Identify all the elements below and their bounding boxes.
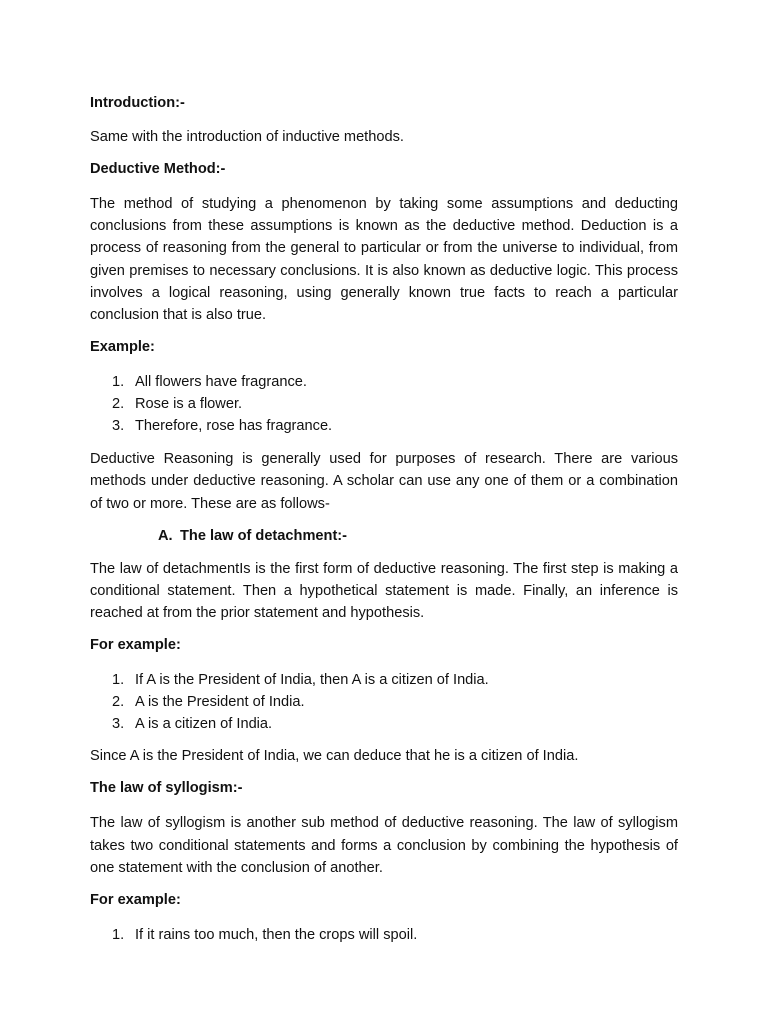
- list-item: [90, 371, 678, 393]
- deductive-heading: Deductive Method:-: [90, 161, 226, 177]
- intro-text: Same with the introduction of inductive methods.: [90, 129, 404, 145]
- list-number: 2.: [112, 694, 125, 711]
- syllogism-heading: The law of syllogism:-: [90, 780, 243, 797]
- for-example-heading: For example:: [90, 892, 181, 909]
- syllogism-list: [90, 924, 678, 946]
- list-item-text: If it rains too much, then the crops will spoil.: [135, 927, 418, 944]
- example-heading: Example:: [90, 339, 155, 356]
- document-body: [90, 93, 678, 957]
- detachment-heading-text: The law of detachment:-: [180, 527, 348, 544]
- list-item: [90, 924, 678, 946]
- list-number: 1.: [112, 672, 125, 689]
- reasoning-paragraph: Deductive Reasoning is generally used for purposes of research. There are various methods under deductive reasoning. A scholar can use any one of them or a combination of two or more. These are as follows-: [90, 451, 678, 512]
- detachment-paragraph: The law of detachmentIs is the first form of deductive reasoning. The first step is making a conditional statement. Then a hypothetical statement is made. Finally, an inference is reached at from the prior statement and hypothesis.: [90, 560, 678, 622]
- list-number: 1.: [112, 927, 125, 944]
- detachment-list: [90, 669, 678, 735]
- list-item-text: If A is the President of India, then A is a citizen of India.: [135, 672, 489, 689]
- list-item: [90, 713, 678, 735]
- intro-heading: Introduction:-: [90, 95, 185, 111]
- syllogism-paragraph: The law of syllogism is another sub method of deductive reasoning. The law of syllogism takes two conditional statements and forms a conclusion by combining the hypothesis of one statement with the conclusion of another.: [90, 815, 678, 876]
- list-item-text: All flowers have fragrance.: [135, 374, 307, 391]
- list-number: 3.: [112, 716, 125, 733]
- for-example-heading: For example:: [90, 637, 181, 654]
- list-item: [90, 669, 678, 691]
- list-number: 3.: [112, 418, 125, 435]
- list-item-text: A is a citizen of India.: [135, 716, 273, 733]
- list-item: [90, 393, 678, 415]
- detachment-heading: [90, 526, 678, 546]
- list-item: [90, 691, 678, 713]
- list-item-text: A is the President of India.: [135, 694, 305, 711]
- list-item-text: Therefore, rose has fragrance.: [135, 418, 333, 435]
- list-item: [90, 415, 678, 437]
- list-number: 1.: [112, 374, 125, 391]
- list-number: 2.: [112, 396, 125, 413]
- detachment-conclusion: Since A is the President of India, we can deduce that he is a citizen of India.: [90, 748, 579, 765]
- detachment-letter: A.: [158, 527, 173, 544]
- list-item-text: Rose is a flower.: [135, 396, 243, 413]
- example-list: [90, 371, 678, 437]
- deductive-paragraph: The method of studying a phenomenon by taking some assumptions and deducting conclusions from these assumptions is known as the deductive method. Deduction is a process of reasoning from the general to particular or from the universe to individual, from given premises to necessary conclusions. It is also known as deductive logic. This process involves a logical reasoning, using generally known true facts to reach a particular conclusion that is also true.: [90, 196, 678, 324]
